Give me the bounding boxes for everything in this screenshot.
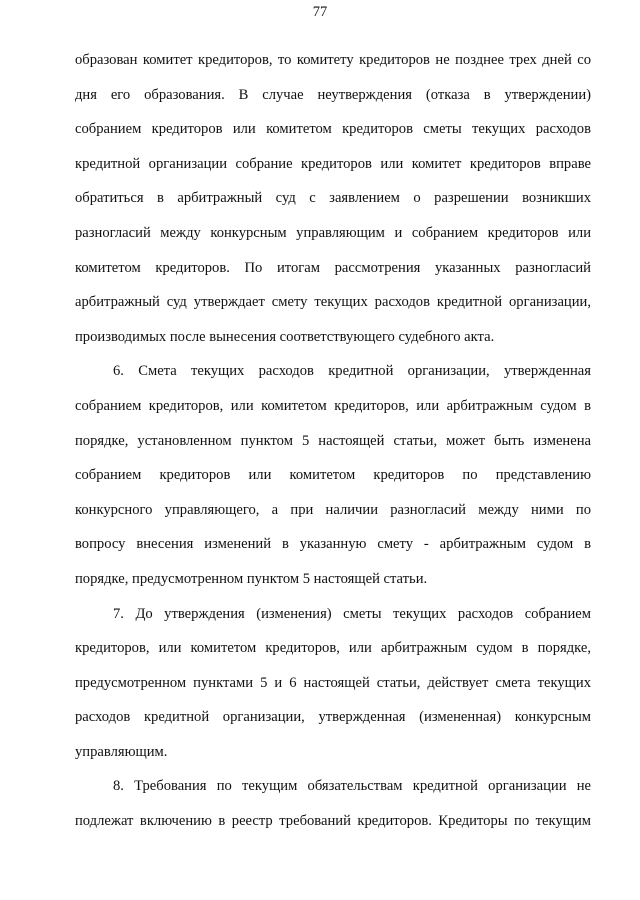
text-line: комитетом кредиторов. По итогам рассмотрения указанных разногласий	[75, 259, 591, 276]
text-line: собранием кредиторов, или комитетом кредиторов, или арбитражным судом в	[75, 397, 591, 414]
text-line: порядке, предусмотренном пунктом 5 настоящей статьи.	[75, 570, 428, 587]
paragraph-7	[75, 597, 591, 770]
paragraph-continued	[75, 43, 591, 354]
text-line: собранием кредиторов или комитетом кредиторов сметы текущих расходов	[75, 121, 591, 138]
text-line: арбитражный суд утверждает смету текущих расходов кредитной организации,	[75, 294, 591, 311]
text-line: 6. Смета текущих расходов кредитной организации, утвержденная	[113, 363, 591, 380]
text-line: расходов кредитной организации, утвержденная (измененная) конкурсным	[75, 709, 591, 726]
page-number: 77	[312, 4, 328, 20]
text-line: производимых после вынесения соответствующего судебного акта.	[75, 328, 495, 345]
text-line: вопросу внесения изменений в указанную смету - арбитражным судом в	[75, 536, 591, 553]
text-line: дня его образования. В случае неутверждения (отказа в утверждении)	[75, 86, 591, 103]
text-line: 8. Требования по текущим обязательствам кредитной организации не	[113, 778, 591, 795]
text-line: разногласий между конкурсным управляющим и собранием кредиторов или	[75, 224, 591, 241]
text-line: предусмотренном пунктами 5 и 6 настоящей статьи, действует смета текущих	[75, 674, 591, 691]
text-line: порядке, установленном пунктом 5 настоящей статьи, может быть изменена	[75, 432, 591, 449]
text-line: кредитной организации собрание кредиторов или комитет кредиторов вправе	[75, 155, 591, 172]
text-line: обратиться в арбитражный суд с заявлением о разрешении возникших	[75, 190, 591, 207]
text-line: подлежат включению в реестр требований кредиторов. Кредиторы по текущим	[75, 813, 591, 830]
text-line: собранием кредиторов или комитетом кредиторов по представлению	[75, 467, 591, 484]
paragraph-8	[75, 769, 591, 838]
text-line: конкурсного управляющего, а при наличии разногласий между ними по	[75, 501, 591, 518]
text-line: кредиторов, или комитетом кредиторов, или арбитражным судом в порядке,	[75, 640, 591, 657]
text-line: образован комитет кредиторов, то комитету кредиторов не позднее трех дней со	[75, 52, 591, 68]
paragraph-6	[75, 354, 591, 596]
document-body	[75, 43, 591, 839]
text-line: 7. До утверждения (изменения) сметы текущих расходов собранием	[113, 605, 591, 622]
text-line: управляющим.	[75, 743, 168, 760]
